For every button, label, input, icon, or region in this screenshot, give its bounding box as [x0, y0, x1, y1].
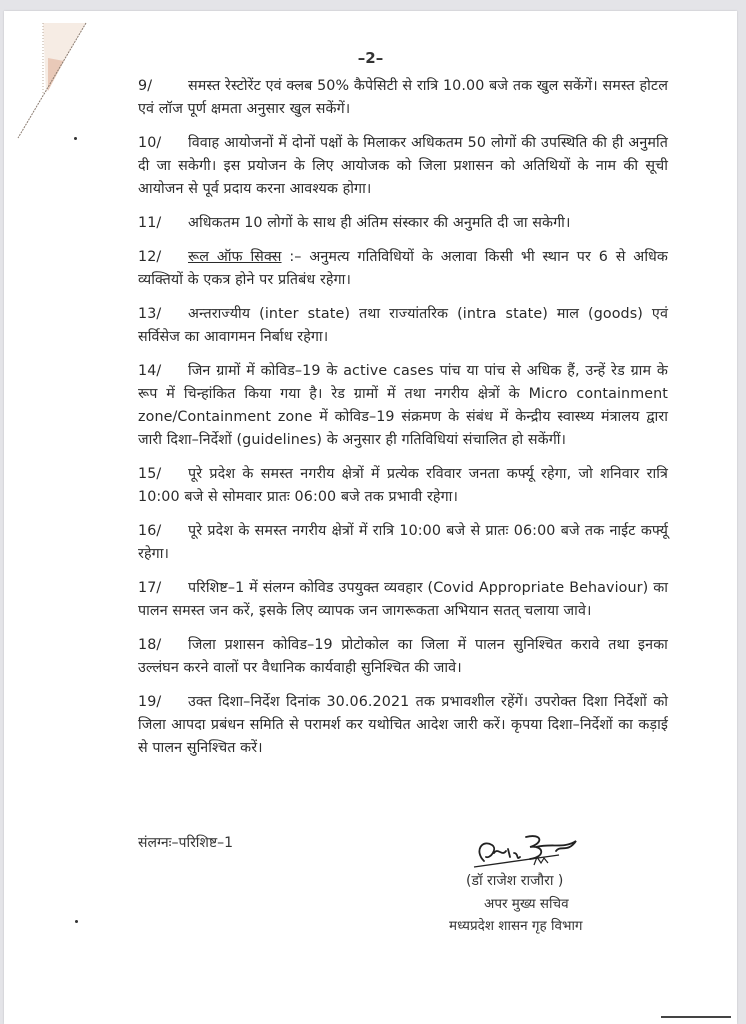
document-body: [138, 75, 668, 771]
clause-number: 16/: [138, 523, 162, 539]
clause-number: 18/: [138, 637, 162, 653]
clause-15: [138, 463, 668, 509]
clause-text: समस्त रेस्टोरेंट एवं क्लब 50% कैपेसिटी से रात्रि 10.00 बजे तक खुल सकेंगें। समस्त होटल एवं लॉज पूर्ण क्षमता अनुसार खुल सकेंगें।: [138, 78, 668, 117]
clause-16: [138, 520, 668, 566]
clause-text: परिशिष्ट–1 में संलग्न कोविड उपयुक्त व्यवहार (Covid Appropriate Behaviour) का पालन समस्त जन करें, इसके लिए व्यापक जन जागरूकता अभियान सतत् चलाया जावे।: [138, 580, 668, 619]
clause-text: अधिकतम 10 लोगों के साथ ही अंतिम संस्कार की अनुमति दी जा सकेगी।: [188, 215, 571, 231]
clause-number: 11/: [138, 215, 162, 231]
folded-corner-mark: [10, 13, 90, 143]
clause-11: [138, 212, 668, 235]
clause-13: [138, 303, 668, 349]
signatory-name: (डॉ राजेश राजौरा ): [466, 873, 564, 889]
clause-text: जिन ग्रामों में कोविड–19 के active cases पांच या पांच से अधिक हैं, उन्हें रेड ग्राम के रूप में चिन्हांकित किया गया है। रेड ग्रामों में तथा नगरीय क्षेत्रों के Micro containment zone/Containment zone में कोविड–19 संक्रमण के संबंध में केन्द्रीय स्वास्थ्य मंत्रालय द्वारा जारी दिशा–निर्देशों (guidelines) के अनुसार ही गतिविधियां संचालित हो सकेंगीं।: [138, 363, 668, 448]
clause-number: 15/: [138, 466, 162, 482]
clause-text: पूरे प्रदेश के समस्त नगरीय क्षेत्रों में प्रत्येक रविवार जनता कर्फ्यू रहेगा, जो शनिवार रात्रि 10:00 बजे से सोमवार प्रातः 06:00 बजे तक प्रभावी रहेगा।: [138, 466, 668, 505]
scan-speck: [75, 920, 78, 923]
clause-12: [138, 246, 668, 292]
scan-speck: [74, 137, 77, 140]
clause-text: विवाह आयोजनों में दोनों पक्षों के मिलाकर अधिकतम 50 लोगों की उपस्थिति की ही अनुमति दी जा सकेगी। इस प्रयोजन के लिए आयोजक को जिला प्रशासन को अतिथियों के नाम की सूची आयोजन से पूर्व प्रदाय करना आवश्यक होगा।: [138, 135, 668, 197]
clause-17: [138, 577, 668, 623]
clause-number: 12/: [138, 249, 162, 265]
page-number: –2–: [357, 49, 384, 67]
clause-number: 9/: [138, 78, 153, 94]
document-page: [4, 11, 737, 1024]
clause-18: [138, 634, 668, 680]
rule-of-six-heading: रूल ऑफ सिक्स: [188, 249, 282, 265]
clause-number: 13/: [138, 306, 162, 322]
clause-19: [138, 691, 668, 760]
clause-number: 10/: [138, 135, 162, 151]
clause-text: जिला प्रशासन कोविड–19 प्रोटोकोल का जिला में पालन सुनिश्चित करावे तथा इनका उल्लंघन करने वालों पर वैधानिक कार्यवाही सुनिश्चित की जावे।: [138, 637, 668, 676]
clause-9: [138, 75, 668, 121]
signatory-department: मध्यप्रदेश शासन गृह विभाग: [449, 918, 583, 934]
signatory-designation: अपर मुख्य सचिव: [484, 896, 569, 912]
clause-text: अन्तराज्यीय (inter state) तथा राज्यांतरिक (intra state) माल (goods) एवं सर्विसेज का आवागमन निर्बाध रहेगा।: [138, 306, 668, 345]
clause-number: 14/: [138, 363, 162, 379]
clause-14: [138, 360, 668, 452]
page-edge-mark: [661, 1016, 731, 1018]
clause-text: उक्त दिशा–निर्देश दिनांक 30.06.2021 तक प्रभावशील रहेंगें। उपरोक्त दिशा निर्देशों को जिला आपदा प्रबंधन समिति से परामर्श कर यथोचित आदेश जारी करें। कृपया दिशा–निर्देशों का कड़ाई से पालन सुनिश्चित करें।: [138, 694, 668, 756]
handwritten-signature: [464, 831, 594, 876]
clause-10: [138, 132, 668, 201]
clause-text: पूरे प्रदेश के समस्त नगरीय क्षेत्रों में रात्रि 10:00 बजे से प्रातः 06:00 बजे तक नाईट कर्फ्यू रहेगा।: [138, 523, 668, 562]
attachment-note: संलग्नः–परिशिष्ट–1: [138, 835, 234, 851]
clause-number: 17/: [138, 580, 162, 596]
clause-text: :– अनुमत्य गतिविधियों के अलावा किसी भी स्थान पर 6 से अधिक व्यक्तियों के एकत्र होने पर प्रतिबंध रहेगा।: [138, 249, 668, 288]
clause-number: 19/: [138, 694, 162, 710]
